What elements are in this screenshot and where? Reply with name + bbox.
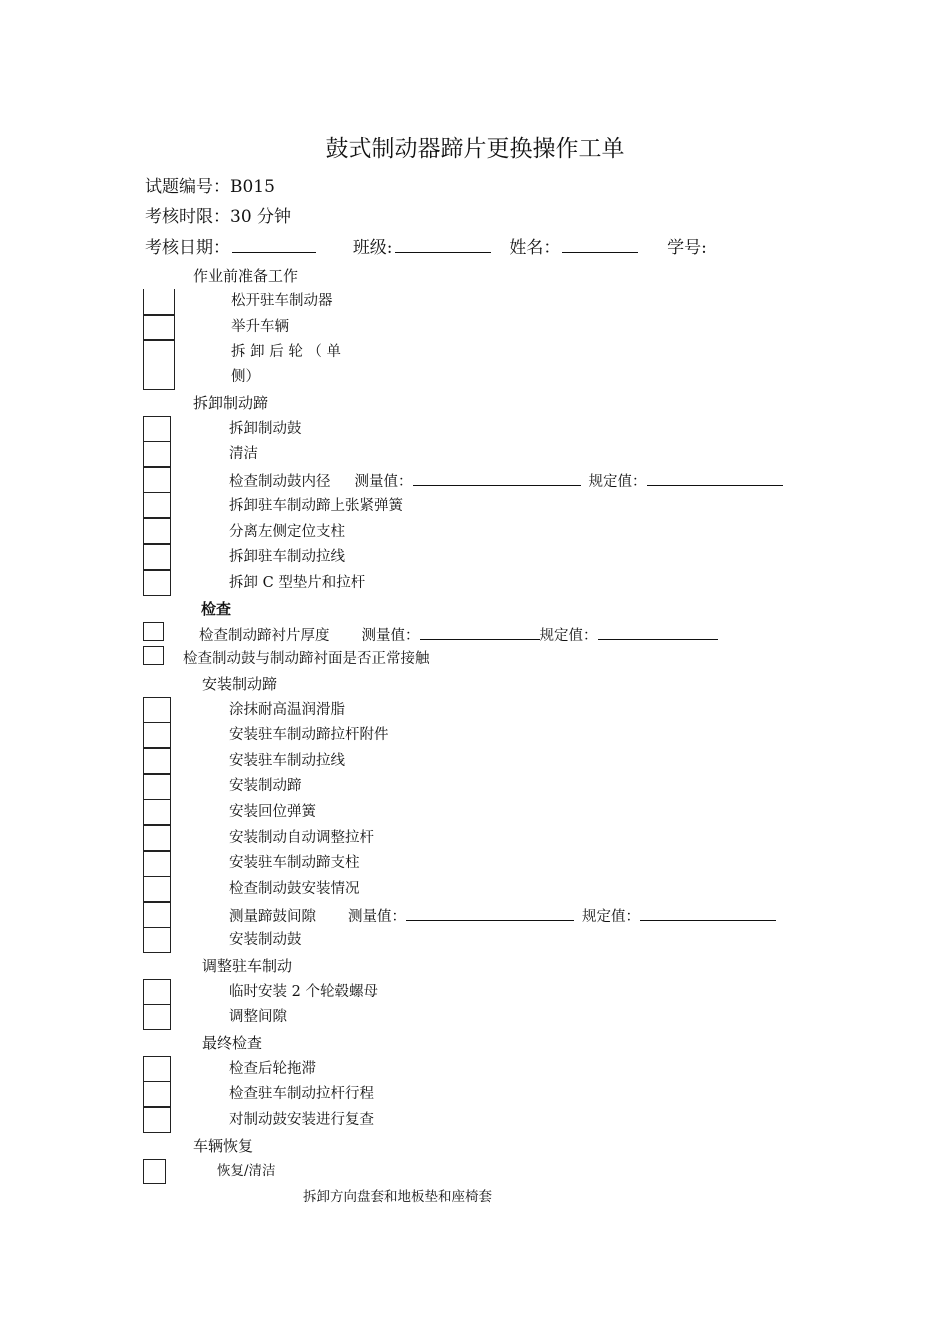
section-title-final: 最终检查: [202, 1034, 263, 1052]
time-limit: 考核时限：30 分钟: [145, 207, 292, 227]
class-label: 班级:: [352, 238, 393, 258]
name-label: 姓名：: [509, 238, 561, 258]
checkbox[interactable]: [143, 518, 171, 544]
measured-field[interactable]: [420, 623, 540, 640]
list-item: 拆卸驻车制动蹄上张紧弹簧: [229, 498, 403, 514]
list-item: 检查制动鼓安装情况: [229, 881, 360, 897]
checkbox[interactable]: [143, 570, 171, 596]
checkbox[interactable]: [143, 467, 171, 493]
section-title-remove: 拆卸制动蹄: [193, 394, 269, 412]
list-item: 清洁: [229, 446, 258, 462]
checkbox[interactable]: [143, 441, 171, 467]
checkbox[interactable]: [143, 1081, 171, 1107]
list-item: 检查驻车制动拉杆行程: [229, 1086, 374, 1102]
list-item: 举升车辆: [231, 319, 289, 335]
exam-date-label: 考核日期：: [145, 238, 230, 258]
list-item: 对制动鼓安装进行复查: [229, 1112, 374, 1128]
checkbox[interactable]: [143, 416, 171, 442]
checkbox[interactable]: [143, 697, 171, 723]
list-item: 松开驻车制动器: [231, 293, 333, 309]
list-item: 安装驻车制动蹄拉杆附件: [229, 727, 389, 743]
name-field[interactable]: [562, 234, 638, 253]
list-item: 检查制动鼓内径: [229, 474, 331, 490]
checkbox[interactable]: [143, 799, 171, 825]
checkbox[interactable]: [143, 1107, 171, 1133]
list-item: 安装回位弹簧: [229, 804, 316, 820]
checkbox[interactable]: [143, 876, 171, 902]
list-item: 涂抹耐高温润滑脂: [229, 702, 345, 718]
specified-field[interactable]: [640, 904, 776, 921]
list-item: 拆卸方向盘套和地板垫和座椅套: [303, 1189, 492, 1205]
measured-label: 测量值：: [361, 628, 420, 644]
list-item: 拆卸制动鼓: [229, 421, 302, 437]
checkbox[interactable]: [143, 774, 171, 800]
checkbox[interactable]: [143, 1004, 171, 1030]
checkbox[interactable]: [143, 289, 175, 315]
page-title: 鼓式制动器蹄片更换操作工单: [325, 136, 625, 162]
section-title-prep: 作业前准备工作: [193, 267, 299, 285]
section-title-restore: 车辆恢复: [193, 1137, 254, 1155]
exam-number: 试题编号：B015: [145, 177, 275, 197]
checkbox[interactable]: [143, 722, 171, 748]
list-item: 检查制动鼓与制动蹄衬面是否正常接触: [183, 651, 430, 667]
header-info-row: [145, 234, 707, 261]
measured-field[interactable]: [413, 469, 581, 486]
list-item: 临时安装 2 个轮毂螺母: [229, 984, 378, 1000]
student-number-label: 学号:: [667, 238, 707, 258]
list-item: 检查后轮拖滞: [229, 1061, 316, 1077]
specified-label: 规定值：: [582, 909, 640, 925]
section-title-adjust: 调整驻车制动: [202, 957, 293, 975]
list-item: 侧）: [231, 369, 260, 385]
measured-label: 测量值：: [348, 909, 406, 925]
section-title-inspect: 检查: [201, 600, 232, 618]
section-title-install: 安装制动蹄: [202, 675, 278, 693]
checkbox[interactable]: [143, 646, 164, 665]
checkbox[interactable]: [143, 544, 171, 570]
specified-field[interactable]: [598, 623, 718, 640]
list-item: 安装驻车制动拉线: [229, 753, 345, 769]
list-item: 分离左侧定位支柱: [229, 524, 345, 540]
checkbox[interactable]: [143, 902, 171, 928]
specified-label: 规定值：: [539, 628, 598, 644]
checkbox[interactable]: [143, 1159, 166, 1184]
checkbox[interactable]: [143, 979, 171, 1005]
list-item: 检查制动蹄衬片厚度: [199, 628, 330, 644]
class-field[interactable]: [395, 234, 491, 253]
checkbox[interactable]: [143, 825, 171, 851]
checkbox[interactable]: [143, 748, 171, 774]
checkbox[interactable]: [143, 340, 175, 390]
specified-label: 规定值：: [588, 474, 647, 490]
measured-field[interactable]: [406, 904, 574, 921]
list-item: 调整间隙: [229, 1009, 287, 1025]
checkbox[interactable]: [143, 622, 164, 641]
list-item: 安装制动鼓: [229, 932, 302, 948]
list-item: 拆卸 C 型垫片和拉杆: [229, 575, 366, 591]
list-item: 安装制动自动调整拉杆: [229, 830, 374, 846]
measure-row: [229, 469, 783, 493]
list-item: 测量蹄鼓间隙: [229, 909, 316, 925]
checkbox[interactable]: [143, 927, 171, 953]
measure-row: [229, 904, 776, 928]
checkbox[interactable]: [143, 1056, 171, 1082]
list-item: 安装制动蹄: [229, 778, 302, 794]
measured-label: 测量值：: [354, 474, 413, 490]
specified-field[interactable]: [647, 469, 783, 486]
list-item: 拆卸驻车制动拉线: [229, 549, 345, 565]
list-item: 安装驻车制动蹄支柱: [229, 855, 360, 871]
measure-row: [199, 623, 718, 647]
list-item: 拆 卸 后 轮 （ 单: [231, 344, 342, 360]
checkbox[interactable]: [143, 492, 171, 518]
checkbox[interactable]: [143, 315, 175, 340]
list-item: 恢复/清洁: [217, 1163, 276, 1179]
exam-date-field[interactable]: [232, 234, 316, 253]
checkbox[interactable]: [143, 851, 171, 877]
